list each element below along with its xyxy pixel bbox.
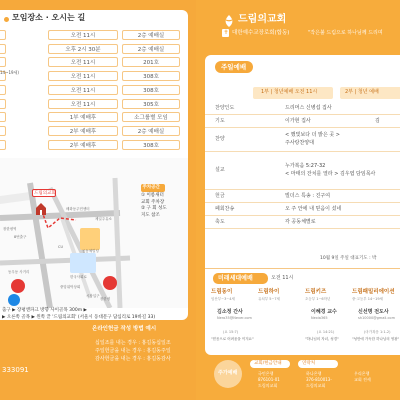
parking-item: ① 이룸새터 bbox=[141, 193, 164, 198]
group-sub: 초등부 1~6학년 bbox=[305, 297, 331, 301]
map-place-label: 제일주유소 bbox=[95, 217, 112, 221]
order-value: 누가복음 5:27-32 bbox=[285, 163, 326, 169]
parking-item: ② 구 회 성도 bbox=[141, 206, 167, 211]
schedule-row-stub bbox=[0, 85, 6, 95]
order-row bbox=[205, 203, 400, 216]
service1-header: 1부 | 청년예배 오전 11시 bbox=[253, 87, 333, 99]
map-place-label: 장한평 bbox=[100, 297, 111, 301]
schedule-side-label: 14~19세) bbox=[0, 70, 19, 75]
order-value: 각 공동체별로 bbox=[285, 218, 316, 225]
group-teacher: 이혜경 교수 bbox=[311, 309, 337, 315]
group-teacher: 김소정 간사 bbox=[217, 309, 243, 315]
order-label: 축도 bbox=[215, 218, 225, 225]
map-place-label: 시장입구 bbox=[86, 294, 100, 298]
group-card bbox=[209, 288, 254, 352]
map-place-label: 배화동주민센터 bbox=[66, 207, 90, 211]
group-card bbox=[303, 288, 348, 352]
church-logo-icon bbox=[222, 13, 236, 27]
group-quote: "하나님의 자녀, 성경" bbox=[305, 337, 339, 341]
offering-line: 감사헌금을 내는 경우 : 홍길동감사 bbox=[95, 356, 171, 362]
schedule-place: 2층 예배실 bbox=[122, 30, 180, 40]
footer-head: 연락처 bbox=[302, 360, 316, 366]
right-panel bbox=[205, 55, 400, 355]
order-label: 찬양 bbox=[215, 136, 225, 142]
schedule-time: 2부 예배후 bbox=[48, 126, 118, 136]
map-place-label: 장한평역 bbox=[3, 227, 17, 231]
schedule-time: 오전 11시 bbox=[48, 85, 118, 95]
schedule-time: 1부 예배후 bbox=[48, 112, 118, 122]
map-roads bbox=[0, 158, 188, 308]
group-card bbox=[350, 288, 400, 352]
group-name: 드림동이 bbox=[211, 289, 233, 295]
section-title: 모임장소 · 오시는 길 bbox=[12, 13, 86, 22]
divider bbox=[205, 268, 400, 269]
church-map-label: 드림의교회 bbox=[34, 190, 56, 196]
parking-item: 교회 주차장 bbox=[141, 199, 165, 205]
order-value-2: 김 bbox=[375, 117, 380, 124]
schedule-row bbox=[0, 29, 175, 41]
order-value: 드리머스 신병섭 집사 bbox=[285, 104, 332, 111]
offering-line: 주일헌금을 내는 경우 : 홍길동주일 bbox=[95, 348, 171, 354]
schedule-row-stub bbox=[0, 30, 6, 40]
left-panel bbox=[0, 10, 188, 320]
order-value-2: < 마태의 잔치를 열라 > 김우엽 담임목사 bbox=[285, 171, 376, 177]
schedule-place: 308호 bbox=[122, 140, 180, 150]
offering-line: 십일조를 내는 경우 : 홍길동십일조 bbox=[95, 340, 171, 346]
schedule-row bbox=[0, 98, 175, 110]
schedule-row-stub bbox=[0, 140, 6, 150]
parking-title: 주차공간 bbox=[142, 184, 160, 190]
group-sub: 중·고등부 14~19세 bbox=[352, 297, 383, 301]
order-value-2: 주사랑찬양대 bbox=[285, 140, 314, 146]
schedule-place: 2층 예배실 bbox=[122, 126, 180, 136]
group-teacher-sub: Nero35@Never.com bbox=[217, 316, 252, 320]
schedule-time: 오전 11시 bbox=[48, 30, 118, 40]
footer-line: 드림의교회 bbox=[306, 383, 326, 388]
order-label: 기도 bbox=[215, 117, 225, 124]
denomination: 대한예수교장로회(합동) bbox=[232, 30, 290, 36]
schedule-row bbox=[0, 84, 175, 96]
group-quote: "믿음으로 어려움을 이겨요" bbox=[211, 337, 254, 341]
group-card bbox=[256, 288, 301, 352]
schedule-time: 오전 11시 bbox=[48, 71, 118, 81]
next-gen-time: 오전 11시 bbox=[271, 275, 294, 281]
footer-line: 376-810013- bbox=[306, 377, 332, 382]
order-row bbox=[205, 115, 400, 128]
footer-line: 우리은행 bbox=[354, 371, 370, 376]
service2-header: 2부 | 청년 예배 bbox=[340, 87, 400, 99]
schedule-time: 2부 예배후 bbox=[48, 140, 118, 150]
schedule-row bbox=[0, 139, 175, 151]
footer-head-pill bbox=[250, 360, 290, 368]
group-name: 드림키즈 bbox=[305, 289, 327, 295]
schedule-row bbox=[0, 43, 175, 55]
schedule-place: 308호 bbox=[122, 85, 180, 95]
map-place-label: 한국사회로 bbox=[70, 275, 87, 279]
directions-line-2: ▶ 오른쪽 골목 ▶ 왼쪽 끝 '드림의교회' (서울시 동대문구 답십리로 19바길 33) bbox=[2, 315, 156, 320]
group-sub: 유치부 5~7세 bbox=[258, 297, 281, 301]
footer-line: 교회 전세 bbox=[354, 377, 371, 382]
parking-title-box bbox=[141, 184, 165, 192]
group-verse: (마가복음 1:1-2) bbox=[364, 330, 391, 334]
group-verse: (요 15:7) bbox=[223, 330, 239, 334]
order-value: 빌더스 특송 : 진구여 bbox=[285, 192, 331, 199]
footer-line: 국민은행 bbox=[258, 371, 274, 376]
motto: "작은불 드림으로 하나님께 드리며 bbox=[308, 30, 383, 36]
group-name: 드림하이 bbox=[258, 289, 280, 295]
map-place-label: 중앙위탁상회 bbox=[60, 285, 81, 289]
footer-head-pill bbox=[298, 360, 338, 368]
schedule-row-stub bbox=[0, 57, 6, 67]
footer-line: 드림의교회 bbox=[258, 383, 278, 388]
schedule-time: 오전 11시 bbox=[48, 99, 118, 109]
order-value: 오 주 안에 내 믿음이 섰네 bbox=[285, 205, 342, 212]
group-sub: 임산부~3~4세 bbox=[211, 297, 235, 301]
order-row bbox=[205, 190, 400, 203]
offering-title: 온라인헌금 작성 방법 예시 bbox=[92, 326, 157, 332]
order-row bbox=[205, 102, 400, 115]
order-row bbox=[205, 152, 400, 190]
order-label: 헌금 bbox=[215, 192, 225, 199]
order-value: < 했빛보다 더 밝은 곳 > bbox=[285, 132, 340, 138]
notice-date: 10월 9일 주일 대표기도 : 박 bbox=[320, 256, 377, 261]
cross-icon: ✝ bbox=[223, 29, 229, 36]
schedule-row bbox=[0, 125, 175, 137]
schedule-row-stub bbox=[0, 126, 6, 136]
schedule-place: 305호 bbox=[122, 99, 180, 109]
order-label: 폐회찬송 bbox=[215, 205, 235, 212]
church-name: 드림의교회 bbox=[238, 14, 287, 25]
order-row bbox=[205, 128, 400, 152]
map-place-label: 동우동 사거리 bbox=[8, 270, 30, 274]
schedule-row-stub bbox=[0, 44, 6, 54]
footer-brand-circle: 주가예배 bbox=[214, 360, 242, 388]
group-teacher-sub: sh10000@gmail.com bbox=[358, 316, 395, 320]
schedule-table bbox=[0, 29, 188, 154]
footer-line: 876101-01 bbox=[258, 377, 280, 382]
worship-section-label: 주일예배 bbox=[215, 61, 253, 73]
schedule-place: 2층 예배실 bbox=[122, 44, 180, 54]
map-place-label: 공동체빌딩 bbox=[82, 249, 99, 253]
next-gen-label: 미래세대예배 bbox=[213, 273, 268, 284]
church-label-box bbox=[32, 189, 56, 197]
group-name: 드림패밀리에이션 bbox=[352, 289, 395, 295]
phone-number: 333091 bbox=[2, 366, 29, 374]
order-row bbox=[205, 216, 400, 229]
schedule-place: 소그룹별 모임 bbox=[122, 112, 180, 122]
schedule-row bbox=[0, 70, 175, 82]
map-area bbox=[0, 158, 188, 308]
group-quote: "성만에 가득한 하나님의 영광" bbox=[352, 337, 400, 341]
parking-item: 지도 참조 bbox=[141, 212, 160, 218]
schedule-row bbox=[0, 111, 175, 123]
schedule-row-stub bbox=[0, 99, 6, 109]
group-verse: (요 14:21) bbox=[317, 330, 335, 334]
schedule-place: 201호 bbox=[122, 57, 180, 67]
order-label: 찬양인도 bbox=[215, 104, 235, 111]
map-place-label: CU bbox=[58, 245, 64, 249]
footer-head: 교회/헌금안내 bbox=[254, 360, 282, 366]
order-label: 설교 bbox=[215, 167, 225, 173]
bullet-dot bbox=[4, 17, 9, 22]
schedule-row-stub bbox=[0, 112, 6, 122]
schedule-time: 오후 2시 30분 bbox=[48, 44, 118, 54]
church-map-icon bbox=[36, 200, 46, 212]
map-place-label: 8번출구 bbox=[14, 235, 27, 239]
group-teacher-sub: Nexia365 bbox=[311, 316, 328, 320]
directions-line-1: 출구 ▶ 장평앤파크 방향 사이골목 300m ▶ bbox=[2, 308, 87, 313]
schedule-row bbox=[0, 56, 175, 68]
schedule-time: 오전 11시 bbox=[48, 57, 118, 67]
order-value: 이가현 집사 bbox=[285, 117, 311, 124]
schedule-place: 308호 bbox=[122, 71, 180, 81]
footer-line: 하나은행 bbox=[306, 371, 322, 376]
group-teacher: 신선명 전도사 bbox=[358, 309, 389, 315]
